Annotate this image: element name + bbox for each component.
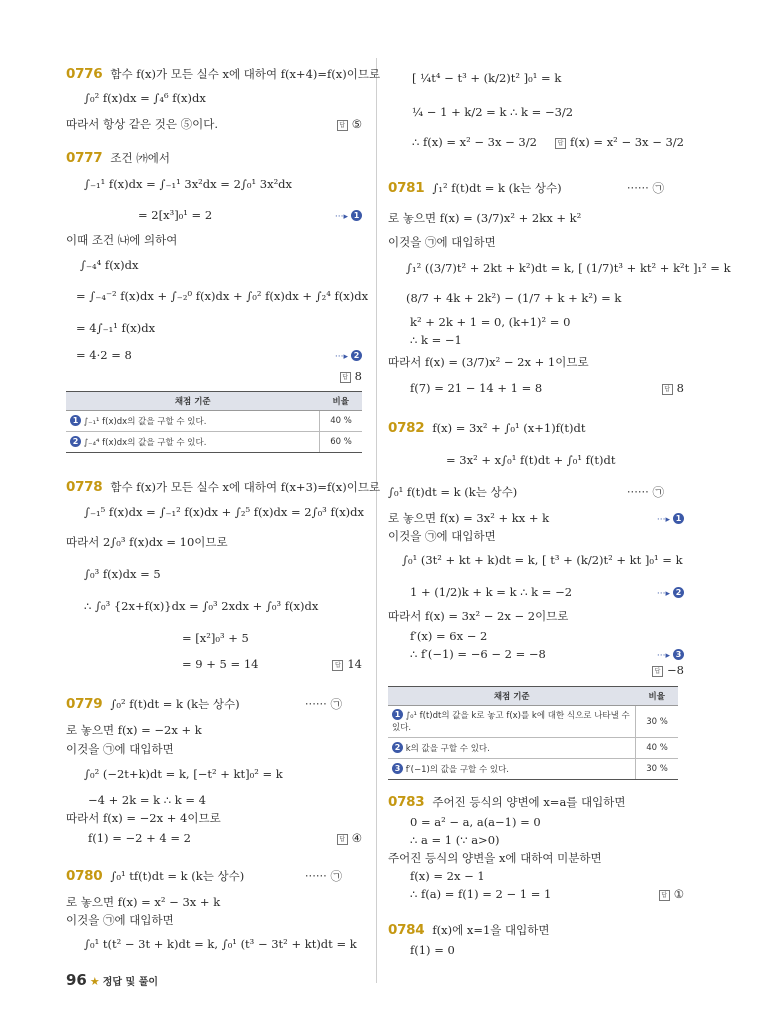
solution-line: (8/7 + 4k + 2k²) − (1/7 + k + k²) = k [406, 291, 622, 305]
solution-line: ∴ f′(−1) = −6 − 2 = −8 [410, 647, 546, 661]
problem-number: 0781 [388, 180, 425, 196]
solution-line: 로 놓으면 f(x) = x² − 3x + k [66, 895, 221, 909]
solution-line: = 4∫₋₁¹ f(x)dx [76, 321, 156, 335]
solution-line: ∫₀² (−2t+k)dt = k, [−t² + kt]₀² = k [84, 767, 283, 781]
solution-line: ∫₀¹ (3t² + kt + k)dt = k, [ t³ + (k/2)t² + kt ]₀¹ = k [402, 553, 683, 567]
solution-line: 따라서 f(x) = (3/7)x² − 2x + 1이므로 [388, 355, 589, 369]
solution-line: 따라서 f(x) = 3x² − 2x − 2이므로 [388, 609, 569, 623]
solution-line: f(1) = 0 [410, 943, 455, 957]
problem-statement: ∫₁² f(t)dt = k (k는 상수) [432, 181, 562, 195]
solution-line: ∫₀² f(x)dx = ∫₄⁶ f(x)dx [84, 91, 206, 105]
solution-line: 이것을 ㉠에 대입하면 [66, 913, 174, 927]
problem-number: 0776 [66, 66, 103, 82]
answer-box-icon: 답 [555, 138, 566, 149]
column-divider [376, 58, 377, 983]
problem-statement: f(x) = 3x² + ∫₀¹ (x+1)f(t)dt [432, 421, 586, 435]
solution-line: 주어진 등식의 양변을 x에 대하여 미분하면 [388, 851, 602, 865]
solution-line: = 9 + 5 = 14 [182, 657, 259, 671]
answer-box-icon: 답 [662, 384, 673, 395]
problem-statement: ∫₀² f(t)dt = k (k는 상수) [110, 697, 240, 711]
arrow-icon: ···▸ [656, 515, 670, 525]
final-answer: 답 −8 [652, 662, 684, 678]
final-answer: 답 f(x) = x² − 3x − 3/2 [555, 134, 684, 150]
solution-line: ∫₋₁¹ f(x)dx = ∫₋₁¹ 3x²dx = 2∫₀¹ 3x²dx [84, 177, 293, 191]
table-row: 2 ∫₋₄⁴ f(x)dx의 값을 구할 수 있다. 60 % [66, 432, 362, 453]
solution-line: 로 놓으면 f(x) = 3x² + kx + k [388, 511, 550, 525]
step-marker: ···▸ 2 [335, 347, 362, 365]
solution-line: ∫₀¹ f(t)dt = k (k는 상수) [388, 485, 518, 499]
solution-line: 0 = a² − a, a(a−1) = 0 [410, 815, 541, 829]
final-answer: 답 ① [659, 886, 684, 902]
solution-line: f′(x) = 6x − 2 [410, 629, 488, 643]
table-row: 3 f′(−1)의 값을 구할 수 있다. 30 % [388, 759, 678, 780]
arrow-icon: ···▸ [334, 352, 348, 362]
solution-line: = [x²]₀³ + 5 [182, 631, 249, 645]
answer-box-icon: 답 [332, 660, 343, 671]
equation-tag: ······ ㉠ [626, 485, 664, 499]
table-header: 비율 [320, 392, 363, 411]
problem-number: 0780 [66, 868, 103, 884]
arrow-icon: ···▸ [334, 212, 348, 222]
final-answer: 답 8 [662, 380, 684, 396]
problem-statement: 함수 f(x)가 모든 실수 x에 대하여 f(x+3)=f(x)이므로 [110, 480, 381, 494]
solution-line: 이때 조건 ㈏에 의하여 [66, 233, 178, 247]
solution-line: ∴ k = −1 [410, 333, 462, 347]
footer-title: 정답 및 풀이 [102, 977, 159, 988]
step-marker: ···▸ 2 [657, 584, 684, 602]
step-marker: ···▸ 1 [657, 510, 684, 528]
arrow-icon: ···▸ [656, 651, 670, 661]
final-answer: 답 14 [332, 656, 362, 672]
solution-line: ∴ f(a) = f(1) = 2 − 1 = 1 [410, 887, 552, 901]
solution-line: ∴ ∫₀³ {2x+f(x)}dx = ∫₀³ 2xdx + ∫₀³ f(x)dx [84, 599, 319, 613]
problem-number: 0779 [66, 696, 103, 712]
problem-statement: 주어진 등식의 양변에 x=a를 대입하면 [432, 795, 626, 809]
problem-statement: 함수 f(x)가 모든 실수 x에 대하여 f(x+4)=f(x)이므로 [110, 67, 381, 81]
solution-line: ∴ a = 1 (∵ a>0) [410, 833, 500, 847]
solution-line: 1 + (1/2)k + k = k ∴ k = −2 [410, 585, 573, 599]
solution-line: 따라서 2∫₀³ f(x)dx = 10이므로 [66, 535, 228, 549]
solution-line: = ∫₋₄⁻² f(x)dx + ∫₋₂⁰ f(x)dx + ∫₀² f(x)dx + ∫₂⁴ f(x)dx [76, 289, 369, 303]
table-row: 1 ∫₀¹ f(t)dt의 값을 k로 놓고 f(x)를 k에 대한 식으로 나타낼 수 있다. 30 % [388, 706, 678, 738]
solution-line: ∫₋₄⁴ f(x)dx [80, 258, 139, 272]
answer-box-icon: 답 [337, 834, 348, 845]
solution-line: = 3x² + x∫₀¹ f(t)dt + ∫₀¹ f(t)dt [446, 453, 616, 467]
problem-number: 0782 [388, 420, 425, 436]
solution-line: ∫₀¹ t(t² − 3t + k)dt = k, ∫₀¹ (t³ − 3t² + kt)dt = k [84, 937, 357, 951]
solution-line: 로 놓으면 f(x) = −2x + k [66, 723, 202, 737]
table-header: 채점 기준 [388, 687, 636, 706]
solution-line: [ ¼t⁴ − t³ + (k/2)t² ]₀¹ = k [412, 71, 562, 85]
problem-statement: ∫₀¹ tf(t)dt = k (k는 상수) [110, 869, 245, 883]
solution-line: 따라서 항상 같은 것은 ⑤이다. [66, 117, 218, 131]
page-footer [66, 970, 158, 989]
table-row: 1 ∫₋₁¹ f(x)dx의 값을 구할 수 있다. 40 % [66, 411, 362, 432]
solution-line: 이것을 ㉠에 대입하면 [66, 742, 174, 756]
answer-box-icon: 답 [659, 890, 670, 901]
arrow-icon: ···▸ [656, 589, 670, 599]
solution-line: 따라서 f(x) = −2x + 4이므로 [66, 811, 221, 825]
solution-line: ¼ − 1 + k/2 = k ∴ k = −3/2 [412, 105, 574, 119]
equation-tag: ······ ㉠ [304, 697, 342, 711]
table-header: 비율 [636, 687, 679, 706]
solution-line: f(7) = 21 − 14 + 1 = 8 [410, 381, 543, 395]
solution-line: f(1) = −2 + 4 = 2 [88, 831, 191, 845]
problem-statement: 조건 ㈎에서 [110, 151, 170, 165]
final-answer: 답 8 [340, 368, 362, 384]
problem-number: 0777 [66, 150, 103, 166]
star-icon: ★ [89, 975, 100, 988]
grading-table [66, 391, 362, 453]
answer-box-icon: 답 [337, 120, 348, 131]
problem-number: 0778 [66, 479, 103, 495]
solution-line: 이것을 ㉠에 대입하면 [388, 235, 496, 249]
solution-line: ∫₋₁⁵ f(x)dx = ∫₋₁² f(x)dx + ∫₂⁵ f(x)dx = 2∫₀³ f(x)dx [84, 505, 365, 519]
final-answer: 답 ⑤ [337, 116, 362, 132]
table-header: 채점 기준 [66, 392, 320, 411]
grading-table [388, 686, 678, 780]
solution-line: 이것을 ㉠에 대입하면 [388, 529, 496, 543]
table-row: 2 k의 값을 구할 수 있다. 40 % [388, 738, 678, 759]
final-answer: 답 ④ [337, 830, 362, 846]
answer-box-icon: 답 [340, 372, 351, 383]
solution-line: 로 놓으면 f(x) = (3/7)x² + 2kx + k² [388, 211, 582, 225]
solution-line: −4 + 2k = k ∴ k = 4 [88, 793, 206, 807]
page-number: 96 [66, 971, 87, 989]
solution-line: = 2[x³]₀¹ = 2 [138, 208, 213, 222]
solution-line: k² + 2k + 1 = 0, (k+1)² = 0 [410, 315, 571, 329]
equation-tag: ······ ㉠ [626, 181, 664, 195]
step-marker: ···▸ 3 [657, 646, 684, 664]
answer-box-icon: 답 [652, 666, 663, 677]
problem-statement: f(x)에 x=1을 대입하면 [432, 923, 550, 937]
solution-line: ∫₀³ f(x)dx = 5 [84, 567, 161, 581]
solution-line: ∴ f(x) = x² − 3x − 3/2 [412, 135, 537, 149]
solution-line: = 4·2 = 8 [76, 348, 132, 362]
solution-line: f(x) = 2x − 1 [410, 869, 485, 883]
problem-number: 0784 [388, 922, 425, 938]
solution-line: ∫₁² ((3/7)t² + 2kt + k²)dt = k, [ (1/7)t³ + kt² + k²t ]₁² = k [406, 261, 731, 275]
equation-tag: ······ ㉠ [304, 869, 342, 883]
step-marker: ···▸ 1 [335, 207, 362, 225]
problem-number: 0783 [388, 794, 425, 810]
